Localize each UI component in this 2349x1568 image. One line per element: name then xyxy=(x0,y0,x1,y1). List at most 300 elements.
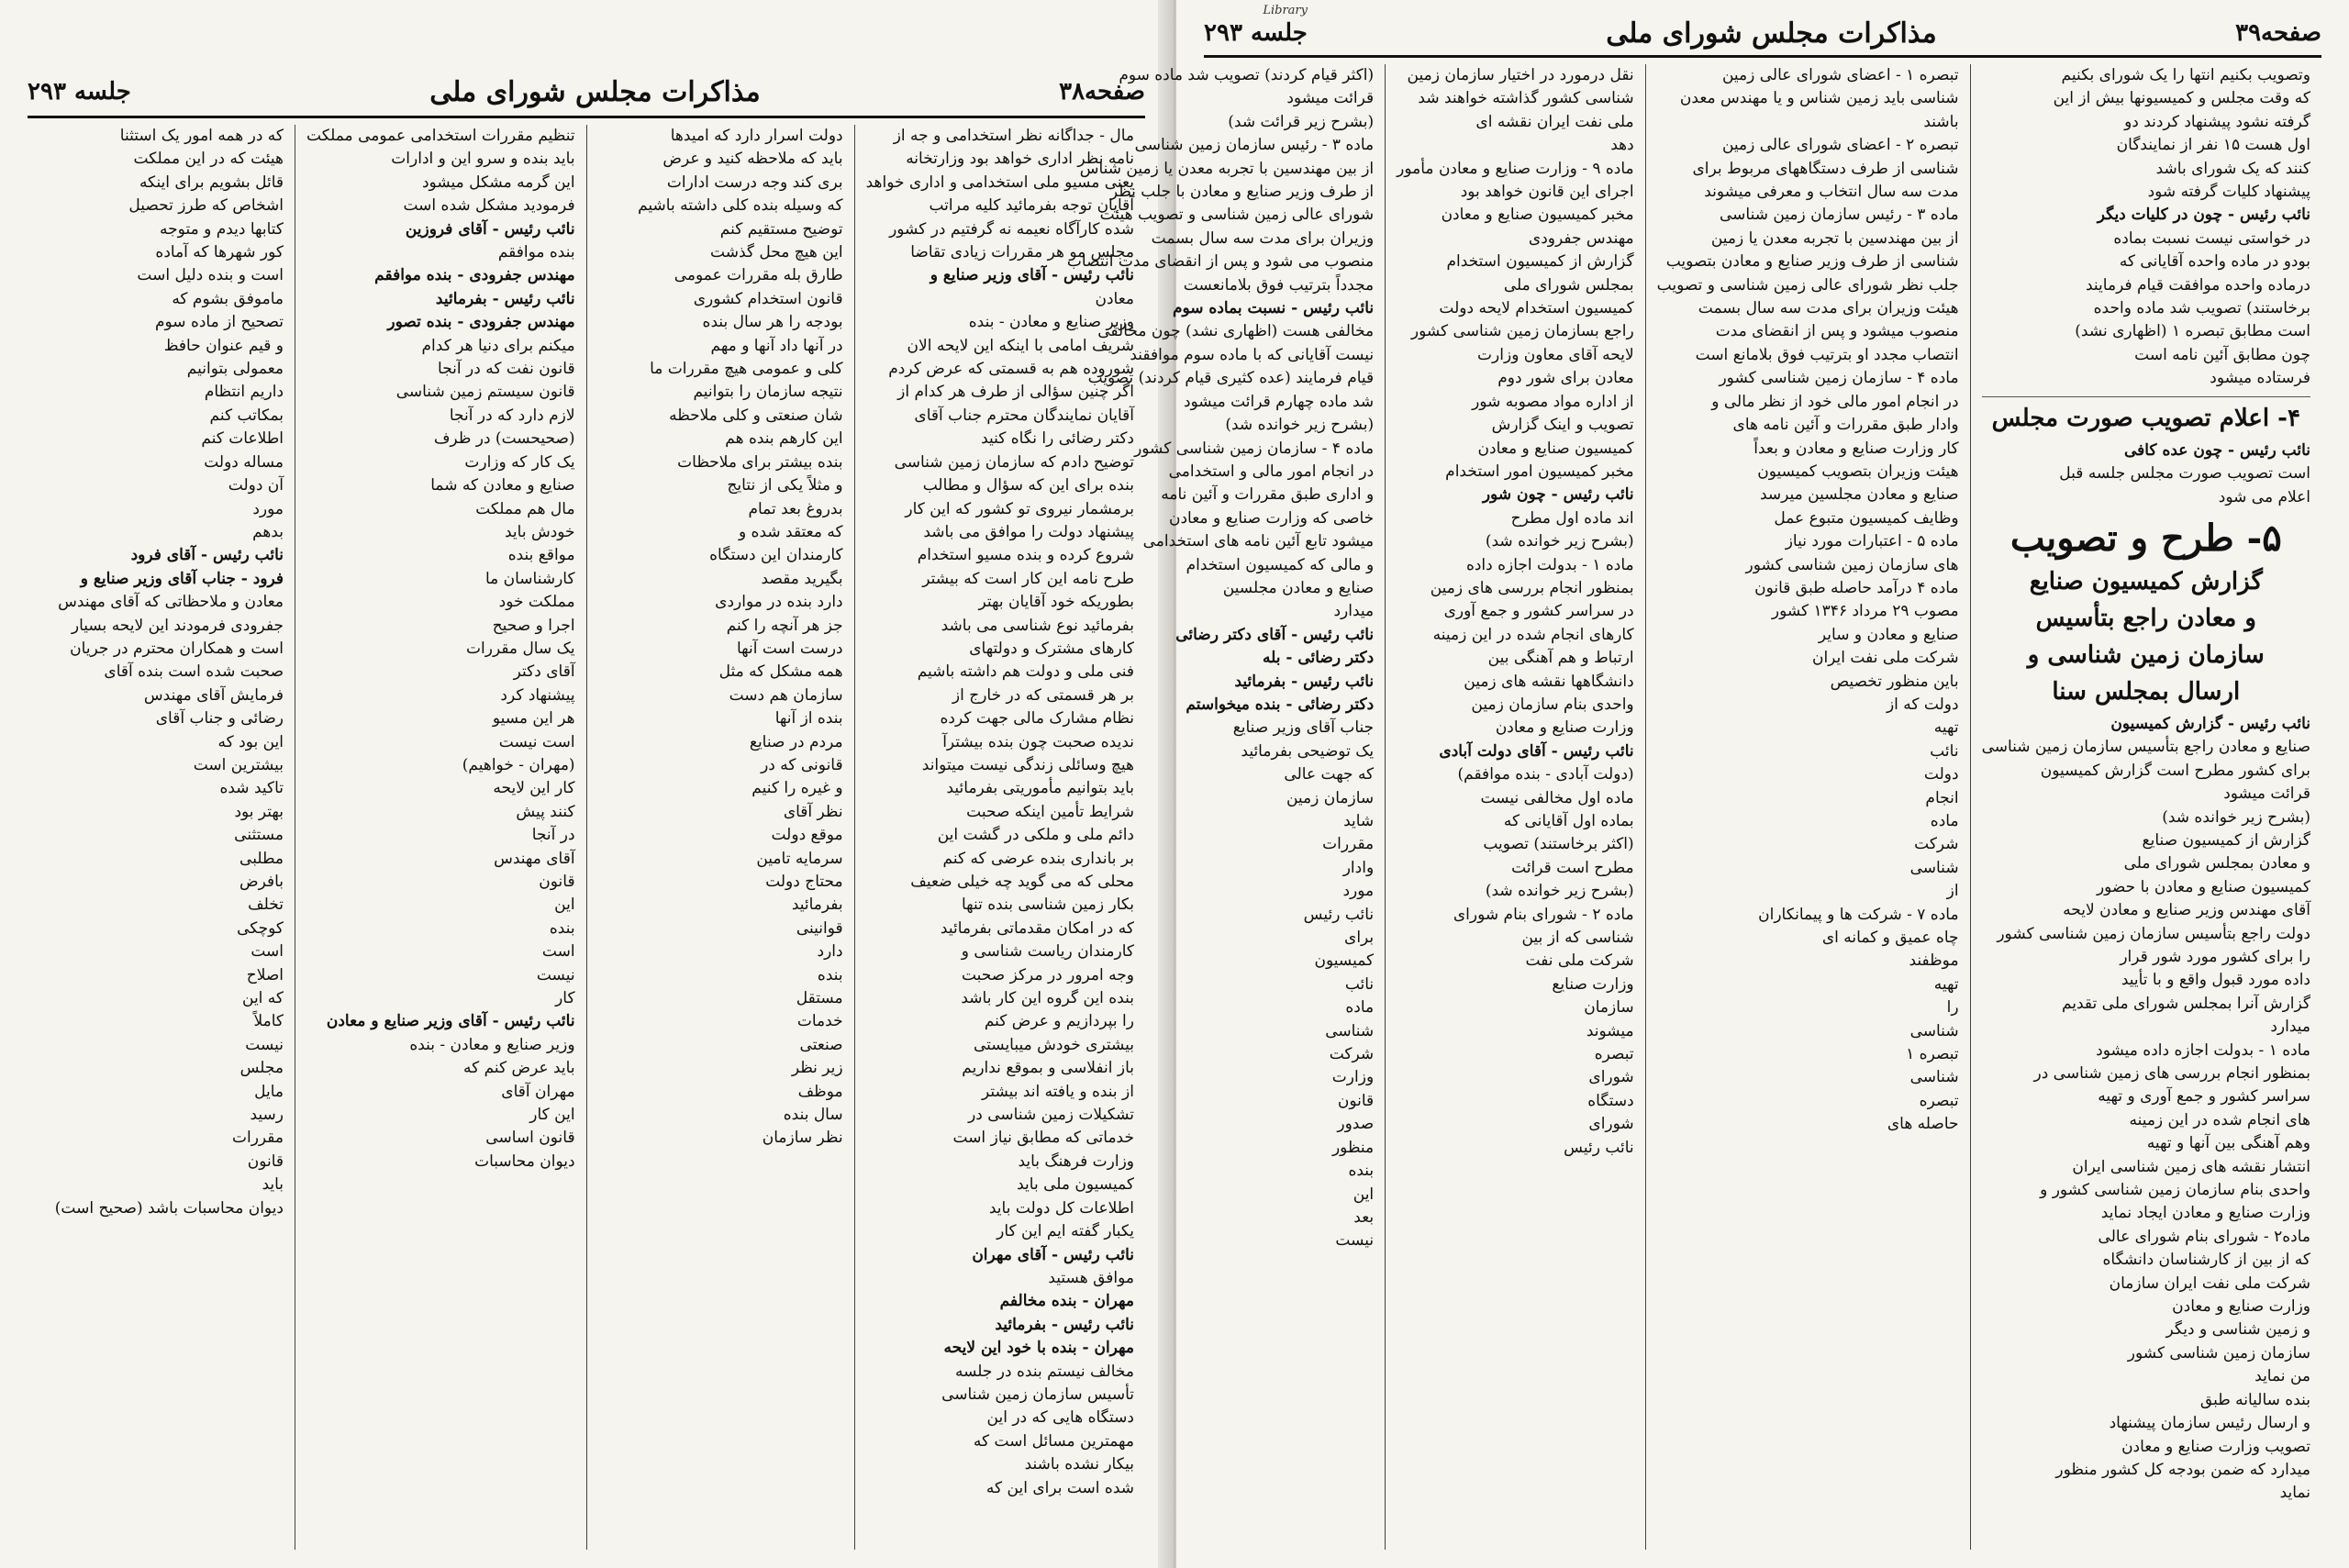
text-line: وادار طبق مقررات و آئین نامه های xyxy=(1732,416,1959,435)
text-line: مملکت خود xyxy=(498,593,575,612)
text-line: وزارت صنایع و معادن xyxy=(1495,718,1634,738)
text-line: قانون اساسی xyxy=(485,1129,575,1148)
text-line: در سراسر کشور و جمع آوری xyxy=(1443,602,1634,621)
text-line: مطرح است قرائت xyxy=(1511,858,1634,877)
text-line: از xyxy=(1946,882,1959,901)
text-line: همه مشکل که مثل xyxy=(718,662,843,682)
text-line: کمیسیون صنایع و معادن xyxy=(1477,439,1634,458)
text-line: آقایان توجه بفرمائید کلیه مراتب xyxy=(929,196,1134,216)
text-line: چاه عمیق و کمانه ای xyxy=(1821,929,1959,948)
text-line: قیام فرمایند (عده کثیری قیام کردند) تصویب xyxy=(1087,369,1375,388)
text-line: بودجه را هر سال بنده xyxy=(702,313,843,332)
text-line: یک توضیحی بفرمائید xyxy=(1241,741,1375,761)
text-line: در انجام امور مالی خود از نظر مالی و xyxy=(1711,392,1959,411)
text-line: نائب رئیس - چون در کلیات دیگر xyxy=(2097,206,2310,225)
text-line: تصویب وزارت صنایع و معادن xyxy=(2121,1437,2310,1456)
text-line: هیئت وزیران بتصویب کمیسیون xyxy=(1757,462,1959,481)
text-line: نائب رئیس xyxy=(1303,905,1375,924)
text-line: کور شهرها که آماده xyxy=(155,243,284,262)
text-line: فرستاده میشود xyxy=(2210,369,2310,388)
text-line: شرکت ملی نفت ایران سازمان xyxy=(2109,1273,2310,1293)
text-line: اند ماده اول مطرح xyxy=(1510,508,1634,528)
text-line: مخبر کمیسیون امور استخدام xyxy=(1445,462,1634,481)
text-line: از بنده و یافته اند بیشتر xyxy=(981,1082,1134,1101)
text-line: را بپردازیم و عرض کنم xyxy=(984,1012,1134,1031)
text-line: چون مطابق آئین نامه است xyxy=(2134,345,2310,364)
text-line: مهران - بنده مخالفم xyxy=(999,1292,1134,1311)
text-line: کمیسیون صنایع و معادن با حضور xyxy=(2096,877,2310,896)
text-line: قانون xyxy=(1337,1091,1375,1110)
text-line: وتصویب بکنیم انتها را یک شورای بکنیم xyxy=(2061,66,2310,84)
text-line: نظر سازمان xyxy=(762,1129,843,1148)
section-heading-debate: ۵- طرح و تصویب xyxy=(2009,516,2282,560)
text-line: هیئت که در این مملکت xyxy=(133,150,284,169)
text-line: صنایع و معادن و سایر xyxy=(1818,625,1959,644)
text-line: کاملاً xyxy=(253,1012,284,1031)
text-line: مواقع بنده xyxy=(507,546,575,565)
text-line: مهندس جفرودی xyxy=(1528,228,1634,248)
text-line: اجرا و صحیح xyxy=(492,616,575,635)
text-line: ماده xyxy=(1345,998,1375,1018)
text-line: سال بنده xyxy=(783,1106,843,1125)
text-line: کارهای مشترک و دولتهای xyxy=(969,639,1134,658)
text-line: مورد xyxy=(1342,882,1375,901)
text-line: کمیسیون ملی باید xyxy=(1017,1175,1134,1195)
text-line: تخلف xyxy=(248,895,284,915)
text-line: بمنظور انجام بررسی های زمین xyxy=(1430,578,1634,597)
text-line: و قیم عنوان حافظ xyxy=(163,336,284,355)
text-line: دائم ملی و ملکی در گشت این xyxy=(937,826,1134,845)
text-line: (صحیحست) در ظرف xyxy=(433,429,575,449)
text-line: از اداره مواد مصوبه شور xyxy=(1472,392,1634,411)
text-line: اطلاعات کل دولت باید xyxy=(988,1198,1134,1218)
right-column-3 xyxy=(1385,64,1645,1550)
text-line: فرود - جناب آقای وزیر صنایع و xyxy=(80,569,284,588)
section-heading-line-4: سازمان زمین شناسی و xyxy=(2027,640,2265,669)
text-line: قوانینی xyxy=(796,918,843,938)
text-line: معادن و ملاحظاتی که آقای مهندس xyxy=(58,593,284,612)
text-line: منصوب می شود و پس از انقضای مدت انتصاب xyxy=(1066,252,1375,272)
text-line: تبصره ۱ - اعضای شورای عالی زمین xyxy=(1721,66,1959,84)
text-line: سرمایه تامین xyxy=(756,849,843,868)
text-line: نائب رئیس - چون عده کافی xyxy=(2123,440,2310,460)
text-line: صنایع و معادن راجع بتأسیس سازمان زمین شناسی xyxy=(1981,738,2310,757)
text-line: قانونی که در xyxy=(761,755,843,774)
text-line: آن دولت xyxy=(228,476,284,495)
right-col1-block-c xyxy=(1982,713,2310,1506)
section-heading-line-3: و معادن راجع بتأسیس xyxy=(2035,604,2256,632)
text-line: و مثلاً یکی از نتایج xyxy=(727,476,843,495)
text-line: انتشار نقشه های زمین شناسی ایران xyxy=(2072,1157,2310,1176)
text-line: که وقت مجلس و کمیسیونها بیش از این xyxy=(2053,89,2310,108)
text-line: تشکیلات زمین شناسی در xyxy=(968,1106,1134,1125)
text-line: باید که ملاحظه کنید و عرض xyxy=(662,150,843,169)
text-line: نظام مشارک مالی جهت کرده xyxy=(940,709,1134,728)
text-line: وزیر صنایع و معادن - بنده xyxy=(968,313,1134,332)
text-line: در خواستی نیست نسبت بماده xyxy=(2113,228,2310,248)
text-line: که از بین از کارشناسان دانشگاه xyxy=(2102,1251,2310,1270)
left-column-2 xyxy=(586,125,854,1550)
text-line: تصحیح از ماده سوم xyxy=(155,313,284,332)
text-line: مهران آقای xyxy=(501,1082,575,1101)
text-line: نماید xyxy=(2279,1484,2310,1503)
text-line: اطلاعات کنم xyxy=(201,429,284,449)
right-col1-block-b xyxy=(1982,439,2310,509)
text-line: دکتر رضائی را نگاه کنید xyxy=(981,429,1134,449)
text-line: قرائت میشود xyxy=(2223,784,2310,804)
text-line: و مالی که کمیسیون استخدام xyxy=(1186,555,1375,574)
text-line: دارد بنده در مواردی xyxy=(715,593,843,612)
text-line: باین منظور تخصیص xyxy=(1830,672,1959,691)
text-line: اعلام می شود xyxy=(2218,487,2310,506)
left-column-4 xyxy=(28,125,295,1550)
section-heading-line-2: گزارش کمیسیون صنایع xyxy=(2029,567,2263,595)
text-line: نائب رئیس - بفرمائید xyxy=(435,289,575,308)
text-line: بنده برای این که سؤال و مطالب xyxy=(922,476,1134,495)
text-line: شرکت ملی نفت ایران xyxy=(1811,649,1959,668)
right-header-rule xyxy=(1204,55,2321,58)
text-line: نیست xyxy=(245,1035,284,1054)
right-page-title: مذاکرات مجلس شورای ملی xyxy=(1606,17,1937,50)
text-line: شد ماده چهارم قرائت میشود xyxy=(1183,392,1375,411)
text-line: معمولی بتوانیم xyxy=(186,360,284,379)
text-line: نائب xyxy=(1930,741,1959,761)
text-line: شرایط تأمین اینکه صحبت xyxy=(966,802,1134,821)
text-line: از بین مهندسین با تجربه معدن یا زمین شناس xyxy=(1079,159,1375,178)
text-line: بنده بیشتر برای ملاحظات xyxy=(677,452,843,472)
text-line: شده است برای این که xyxy=(985,1478,1134,1497)
text-line: بمجلس شورای ملی xyxy=(1503,275,1634,295)
text-line: مستقل xyxy=(796,989,843,1008)
text-line: صنایع و معادن که شما xyxy=(430,476,575,495)
text-line: (بشرح زیر خوانده شد) xyxy=(1485,882,1634,901)
left-columns xyxy=(28,125,1145,1550)
text-line: ماده ۵ - اعتبارات مورد نیاز xyxy=(1785,532,1959,551)
text-line: دولت اسرار دارد که امیدها xyxy=(670,127,843,145)
text-line: کار xyxy=(555,989,575,1008)
text-line: طارق بله مقررات عمومی xyxy=(674,266,843,285)
text-line: نائب رئیس - بفرمائید xyxy=(995,1315,1134,1334)
text-line: ماده ۴ درآمد حاصله طبق قانون xyxy=(1754,578,1959,597)
text-line: معادن xyxy=(1095,289,1134,308)
text-line: های انجام شده در این زمینه xyxy=(2129,1110,2310,1129)
text-line: و زمین شناسی و دیگر xyxy=(2165,1320,2310,1340)
text-line: بدروغ بعد تمام xyxy=(748,499,843,518)
text-line: فنی ملی و دولت هم داشته باشیم xyxy=(917,662,1134,682)
text-line: که جهت عالی xyxy=(1284,765,1375,784)
text-line: های سازمان زمین شناسی کشور xyxy=(1745,555,1959,574)
text-line: مهران - بنده با خود این لایحه xyxy=(943,1339,1134,1358)
text-line: صنایع و معادن مجلسین xyxy=(1222,578,1375,597)
text-line: نقل درمورد در اختیار سازمان زمین xyxy=(1407,66,1634,84)
text-line: موظف xyxy=(797,1082,843,1101)
text-line: دولت راجع بتأسیس سازمان زمین شناسی کشور xyxy=(1997,924,2310,943)
text-line: ماده ۳ - رئیس سازمان زمین شناسی xyxy=(1134,136,1375,155)
text-line: سازمان زمین شناسی کشور xyxy=(2127,1343,2310,1362)
text-line: خدمات xyxy=(796,1012,843,1031)
text-line: کارمندان ریاست شناسی و xyxy=(961,942,1134,962)
text-line: نائب رئیس - بفرمائید xyxy=(1234,672,1375,691)
text-line: کنند که یک شورای باشد xyxy=(2155,159,2310,178)
text-line: دستگاه هایی که در این xyxy=(986,1408,1134,1428)
text-line: هیچ وسائلی زندگی نیست میتواند xyxy=(921,755,1134,774)
text-line: اصلاح xyxy=(246,965,284,984)
text-line: نائب رئیس - آقای دکتر رضائی xyxy=(1175,625,1375,644)
text-line: یعنی مسیو ملی استخدامی و اداری خواهد xyxy=(865,172,1134,192)
text-line: نائب xyxy=(1344,974,1375,994)
text-line: میشوند xyxy=(1586,1021,1634,1040)
text-line: (مهران - خواهیم) xyxy=(462,755,575,774)
text-line: مال هم مملکت xyxy=(475,499,575,518)
text-line: موظفند xyxy=(1909,951,1959,971)
text-line: شناسی xyxy=(1325,1021,1375,1040)
text-line: بنده xyxy=(1348,1162,1375,1181)
text-line: و معادن بمجلس شورای ملی xyxy=(2123,854,2310,873)
text-line: نائب رئیس - چون شور xyxy=(1482,485,1634,505)
text-line: شرکت xyxy=(1329,1045,1375,1064)
text-line: نائب رئیس - آقای دولت آبادی xyxy=(1439,741,1634,761)
text-line: میدارد xyxy=(2270,1018,2310,1037)
text-line: وجه امرور در مرکز صحبت xyxy=(961,965,1134,984)
text-line: هیئت وزیران برای مدت سه سال بسمت xyxy=(1698,299,1959,318)
text-line: محلی که می گوید چه خیلی ضعیف xyxy=(910,873,1134,891)
text-line: مهندس جفرودی - بنده تصور xyxy=(387,313,575,332)
text-line: بدهم xyxy=(252,522,284,541)
text-line: (بشرح زیر خوانده شد) xyxy=(2162,807,2310,827)
text-line: شناسی کشور گذاشته خواهند شد xyxy=(1418,89,1634,108)
text-line: وظایف کمیسیون متبوع عمل xyxy=(1774,508,1959,528)
text-line: آقای دکتر xyxy=(513,662,575,682)
right-session-number: جلسه ۲۹۳ xyxy=(1204,19,1308,47)
text-line: میکنم برای دنیا هر کدام xyxy=(421,336,575,355)
text-line: نظر آقای xyxy=(783,802,843,821)
text-line: است تصویب صورت مجلس جلسه قبل xyxy=(2059,464,2310,484)
text-line: آقای مهندس وزیر صنایع و معادن لایحه xyxy=(2063,901,2310,920)
text-line: راجع بسازمان زمین شناسی کشور xyxy=(1410,322,1634,341)
text-line: ماده xyxy=(1930,812,1959,830)
text-line: اگر چنین سؤالی از طرف هر کدام از xyxy=(897,383,1134,402)
section-heading-line-5: ارسال بمجلس سنا xyxy=(2052,677,2241,706)
text-line: برای xyxy=(1344,929,1375,948)
text-line: میدارد که ضمن بودجه کل کشور منظور xyxy=(2055,1460,2310,1479)
text-line: گزارش آنرا بمجلس شورای ملی تقدیم xyxy=(2061,994,2310,1013)
text-line: بفرمائید نوع شناسی می باشد xyxy=(941,616,1134,635)
text-line: اول هست ۱۵ نفر از نمایندگان xyxy=(2116,136,2310,155)
text-line: من نماید xyxy=(2254,1367,2310,1386)
right-page-header xyxy=(1204,13,2321,53)
text-line: محتاج دولت xyxy=(765,873,843,891)
text-line: کارهای انجام شده در این زمینه xyxy=(1432,625,1634,644)
text-line: که وسیله بنده کلی داشته باشیم xyxy=(638,196,843,216)
text-line: بعد xyxy=(1353,1207,1375,1227)
text-line: گزارش از کمیسیون استخدام xyxy=(1446,252,1634,272)
text-line: کار این لایحه xyxy=(493,779,575,798)
text-line: توضیح دادم که سازمان زمین شناسی xyxy=(894,452,1134,472)
text-line: آقایان نمایندگان محترم جناب آقای xyxy=(914,406,1134,425)
text-line: رسید xyxy=(250,1106,284,1125)
text-line: (دولت آبادی - بنده موافقم) xyxy=(1457,765,1634,784)
text-line: بنده سالیانه طبق xyxy=(2199,1390,2310,1409)
text-line: مایل xyxy=(254,1082,284,1101)
text-line: باید xyxy=(262,1175,284,1195)
text-line: ماده ۷ - شرکت ها و پیمانکاران xyxy=(1758,905,1959,924)
text-line: که معتقد شده و xyxy=(738,522,843,541)
text-line: در آنجا xyxy=(531,826,575,845)
text-line: تهیه xyxy=(1933,718,1959,738)
text-line: رضائی و جناب آقای xyxy=(155,709,284,728)
text-line: ماده ۲ - شورای بنام شورای xyxy=(1453,905,1634,924)
text-line: میدارد xyxy=(1333,602,1375,621)
text-line: دولت xyxy=(1923,765,1959,784)
text-line: دکتر رضائی - بنده میخواستم xyxy=(1186,695,1375,714)
right-col1-block-a xyxy=(1982,64,2310,391)
text-line: وزیر صنایع و معادن - بنده xyxy=(409,1035,575,1054)
right-column-2 xyxy=(1645,64,1970,1550)
text-line: بمنظور انجام بررسی های زمین شناسی در xyxy=(2033,1064,2310,1083)
text-line: کار وزارت صنایع و معادن و بعداً xyxy=(1753,439,1959,458)
text-line: دیوان محاسبات xyxy=(474,1151,575,1171)
text-line: مهمترین مسائل است که xyxy=(973,1431,1134,1451)
text-line: مردم در صنایع xyxy=(749,732,843,751)
text-line: است نیست xyxy=(498,732,575,751)
text-line: فرمودید مشکل شده است xyxy=(403,196,575,216)
text-line: دهد xyxy=(1610,136,1634,155)
right-column-4 xyxy=(1056,64,1385,1550)
text-line: وهم آهنگی بین آنها و تهیه xyxy=(2146,1134,2310,1153)
text-line: شده کارآگاه نعیمه نه گرفتیم در کشور xyxy=(889,219,1134,239)
text-line: مقررات xyxy=(231,1129,284,1148)
text-line: شرکت ملی نفت xyxy=(1525,951,1634,971)
text-line: کارمندان این دستگاه xyxy=(709,546,843,565)
text-line: بماده اول آقایانی که xyxy=(1503,812,1634,830)
text-line: شناسی xyxy=(1909,1021,1959,1040)
text-line: وادار xyxy=(1342,858,1375,877)
left-column-3 xyxy=(295,125,586,1550)
text-line: لازم دارد که در آنجا xyxy=(449,406,575,425)
text-line: این هیچ محل گذشت xyxy=(710,243,843,262)
left-page-title: مذاکرات مجلس شورای ملی xyxy=(429,75,761,108)
text-line: سازمان هم دست xyxy=(729,685,843,705)
text-line: واحدی بنام سازمان زمین xyxy=(1471,695,1634,714)
text-line: دولت که از xyxy=(1886,695,1959,714)
text-line: پیشنهاد کلیات گرفته شود xyxy=(2147,183,2310,202)
text-line: کلی و عمومی هیچ مقررات ما xyxy=(650,360,843,379)
text-line: کتابها دیدم و متوجه xyxy=(160,219,284,239)
text-line: درماده واحده موافقت قیام فرمایند xyxy=(2086,275,2310,295)
text-line: کنند پیش xyxy=(516,802,575,821)
text-line: از بین مهندسین با تجربه معدن یا زمین xyxy=(1710,228,1959,248)
text-line: و غیره را کنیم xyxy=(751,779,843,798)
text-line: قائل بشویم برای اینکه xyxy=(139,172,284,192)
text-line: خدماتی که مطابق نیاز است xyxy=(952,1129,1134,1148)
left-page-number: صفحه۳۸ xyxy=(1059,78,1145,106)
text-line: داریم انتظام xyxy=(204,383,284,402)
text-line: موقع دولت xyxy=(771,826,843,845)
text-line: این xyxy=(1353,1184,1375,1204)
text-line: بیکار نشده باشند xyxy=(1024,1455,1134,1474)
text-line: ماده۲ - شورای بنام شورای عالی xyxy=(2098,1227,2310,1246)
text-line: کمیسیون استخدام لایحه دولت xyxy=(1439,299,1634,318)
text-line: تصویب و اینک گزارش xyxy=(1491,416,1634,435)
text-line: برای کشور مطرح است گزارش کمیسیون xyxy=(2040,761,2310,780)
text-line: وزیران برای مدت سه سال بسمت xyxy=(1151,228,1375,248)
text-line: نیست xyxy=(536,965,575,984)
text-line: نیست آقایانی که با ماده سوم موافقند xyxy=(1130,345,1375,364)
text-line: اجرای این قانون خواهد بود xyxy=(1460,183,1634,202)
text-line: یک کار که وزارت xyxy=(464,452,575,472)
text-line: است و همکاران محترم در جریان xyxy=(70,639,284,658)
text-line: تبصره ۱ xyxy=(1906,1045,1959,1064)
text-line: خاصی که وزارت صنایع و معادن xyxy=(1169,508,1375,528)
text-line: بنده این گروه این کار باشد xyxy=(961,989,1134,1008)
text-line: در آنها داد آنها و مهم xyxy=(710,336,843,355)
text-line: این کارهم بنده هم xyxy=(725,429,843,449)
text-line: یک سال مقررات xyxy=(466,639,575,658)
text-line: مطلبی xyxy=(239,849,284,868)
text-line: دیوان محاسبات باشد (صحیح است) xyxy=(54,1198,284,1218)
text-line: میشود تابع آئین نامه های استخدامی xyxy=(1142,532,1375,551)
text-line: دارد xyxy=(817,942,843,962)
text-line: شناسی باید زمین شناس و یا مهندس معدن xyxy=(1679,89,1959,108)
text-line: شناسی xyxy=(1909,858,1959,877)
text-line: بر هر قسمتی که در خارج از xyxy=(952,685,1134,705)
text-line: ارتباط و هم آهنگی بین xyxy=(1487,649,1634,668)
text-line: مقررات xyxy=(1322,835,1375,854)
text-line: تبصره xyxy=(1594,1045,1634,1064)
text-line: این گرمه مشکل میشود xyxy=(421,172,575,192)
text-line: منصوب میشود و پس از انقضای مدت xyxy=(1715,322,1959,341)
text-line: تبصره xyxy=(1919,1091,1959,1110)
section-heading-approval: ۴- اعلام تصویب صورت مجلس xyxy=(1991,404,2300,432)
text-line: مصوب ۲۹ مرداد ۱۳۴۶ کشور xyxy=(1771,602,1959,621)
text-line: تأسیس سازمان زمین شناسی xyxy=(941,1385,1134,1404)
text-line: (بشرح زیر قرائت شد) xyxy=(1228,112,1375,131)
text-line: وزارت فرهنگ باید xyxy=(1018,1151,1134,1171)
text-line: صنایع و معادن مجلسین میرسد xyxy=(1759,485,1959,505)
text-line: مجلس مو هر مقررات زیادی تقاضا xyxy=(910,243,1134,262)
text-line: بنده xyxy=(549,918,575,938)
text-line: بیشتری خودش میبایستی xyxy=(973,1035,1134,1054)
text-line: است xyxy=(541,942,575,962)
text-line: نائب رئیس - آقای مهران xyxy=(972,1245,1134,1264)
text-line: باید بنده و سرو این و ادارات xyxy=(391,150,575,169)
text-line: ماده ۱ - بدولت اجازه داده میشود xyxy=(2096,1040,2310,1060)
text-line: نائب رئیس - نسبت بماده سوم xyxy=(1172,299,1375,318)
text-line: باشند xyxy=(1923,112,1959,131)
text-line: وزارت xyxy=(1331,1068,1375,1087)
text-line: بنده از آنها xyxy=(774,709,843,728)
text-line: جناب آقای وزیر صنایع xyxy=(1232,718,1375,738)
text-line: این xyxy=(554,895,575,915)
text-line: شناسی xyxy=(1909,1068,1959,1087)
text-line: مال - جداگانه نظر استخدامی و جه از xyxy=(893,127,1134,145)
text-line: صحبت شده است بنده آقای xyxy=(104,662,284,682)
text-line: است مطابق تبصره ۱ (اظهاری نشد) xyxy=(2075,322,2310,341)
text-line: مخالفی هست (اظهاری نشد) چون مخالفی xyxy=(1097,322,1375,341)
left-session-number: جلسه ۲۹۳ xyxy=(28,78,131,106)
text-line: لایحه آقای معاون وزارت xyxy=(1477,345,1634,364)
text-line: (بشرح زیر خوانده شد) xyxy=(1485,532,1634,551)
text-line: پیشنهاد دولت را موافق می باشد xyxy=(923,522,1134,541)
text-line: بهتر بود xyxy=(234,802,284,821)
text-line: شوروده هم به قسمتی که عرض کردم xyxy=(888,360,1134,379)
text-line: فرمایش آقای مهندس xyxy=(143,685,284,705)
text-line: وزارت صنایع و معادن xyxy=(2172,1297,2310,1317)
text-line: قرائت میشود xyxy=(1286,89,1375,108)
text-line: آقای مهندس xyxy=(494,849,575,868)
text-line: بودو در ماده واحده آقایانی که xyxy=(2119,252,2310,272)
text-line: کارشناسان ما xyxy=(484,569,575,588)
